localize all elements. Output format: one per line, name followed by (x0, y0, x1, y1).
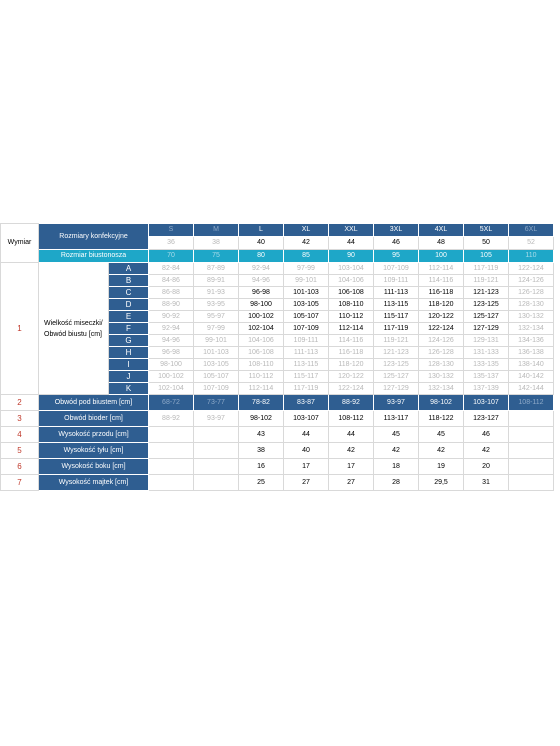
measure-number: 2 (1, 395, 39, 411)
bust-range-cell: 102-104 (149, 383, 194, 395)
eu-size-cell: 36 (149, 237, 194, 250)
bust-range-cell: 113-115 (284, 359, 329, 371)
measure-value-cell: 46 (464, 427, 509, 443)
bust-range-cell: 104-106 (239, 335, 284, 347)
eu-size-cell: 38 (194, 237, 239, 250)
wymiar-header: Wymiar (1, 224, 39, 263)
size-letter-header: 3XL (374, 224, 419, 237)
measure-number: 5 (1, 443, 39, 459)
eu-size-cell: 40 (239, 237, 284, 250)
bust-range-cell: 125-127 (374, 371, 419, 383)
bust-range-cell: 137-139 (464, 383, 509, 395)
eu-size-cell: 52 (509, 237, 554, 250)
bust-range-cell: 109-111 (374, 275, 419, 287)
measure-value-cell: 43 (239, 427, 284, 443)
cup-letter: D (109, 299, 149, 311)
bust-range-cell: 120-122 (419, 311, 464, 323)
bust-range-cell: 107-109 (284, 323, 329, 335)
bust-range-cell: 106-108 (329, 287, 374, 299)
bra-size-cell: 85 (284, 250, 329, 263)
measure-value-cell (509, 427, 554, 443)
cup-measure-label (39, 263, 109, 395)
measure-value-cell (509, 443, 554, 459)
bust-range-cell: 100-102 (239, 311, 284, 323)
measure-value-cell: 18 (374, 459, 419, 475)
bust-range-cell: 116-118 (329, 347, 374, 359)
label-line-2: Obwód biustu [cm] (44, 330, 102, 338)
bust-range-cell: 130-132 (509, 311, 554, 323)
measure-label: Obwód bioder [cm] (39, 411, 149, 427)
bust-range-cell: 112-114 (239, 383, 284, 395)
measure-value-cell: 42 (329, 443, 374, 459)
measure-value-cell: 103-107 (284, 411, 329, 427)
bust-range-cell: 98-100 (239, 299, 284, 311)
measure-value-cell (149, 459, 194, 475)
bra-size-cell: 105 (464, 250, 509, 263)
measure-value-cell: 93-97 (194, 411, 239, 427)
eu-size-cell: 48 (419, 237, 464, 250)
bust-range-cell: 114-116 (329, 335, 374, 347)
cup-letter: A (109, 263, 149, 275)
bust-range-cell: 140-142 (509, 371, 554, 383)
measure-value-cell: 17 (329, 459, 374, 475)
measure-value-cell: 68-72 (149, 395, 194, 411)
eu-size-cell: 42 (284, 237, 329, 250)
bust-range-cell: 133-135 (464, 359, 509, 371)
bust-range-cell: 92-94 (149, 323, 194, 335)
measure-value-cell: 93-97 (374, 395, 419, 411)
bust-range-cell: 121-123 (374, 347, 419, 359)
bust-range-cell: 131-133 (464, 347, 509, 359)
bust-range-cell: 122-124 (419, 323, 464, 335)
bust-range-cell: 125-127 (464, 311, 509, 323)
bust-range-cell: 112-114 (329, 323, 374, 335)
bust-range-cell: 122-124 (509, 263, 554, 275)
bust-range-cell: 104-106 (329, 275, 374, 287)
bust-range-cell: 103-104 (329, 263, 374, 275)
cup-letter: J (109, 371, 149, 383)
measure-value-cell (509, 459, 554, 475)
bust-range-cell: 94-96 (239, 275, 284, 287)
measure-value-cell: 42 (464, 443, 509, 459)
bust-range-cell: 112-114 (419, 263, 464, 275)
bust-range-cell: 103-105 (194, 359, 239, 371)
measure-value-cell (194, 459, 239, 475)
bra-size-cell: 80 (239, 250, 284, 263)
bust-range-cell: 126-128 (419, 347, 464, 359)
bust-range-cell: 132-134 (419, 383, 464, 395)
measure-value-cell: 38 (239, 443, 284, 459)
bra-size-cell: 75 (194, 250, 239, 263)
measure-label: Obwód pod biustem [cm] (39, 395, 149, 411)
measure-value-cell: 16 (239, 459, 284, 475)
size-letter-header: XL (284, 224, 329, 237)
measure-value-cell: 40 (284, 443, 329, 459)
bust-range-cell: 93-95 (194, 299, 239, 311)
bust-range-cell: 99-101 (194, 335, 239, 347)
bust-range-cell: 108-110 (239, 359, 284, 371)
bust-range-cell: 132-134 (509, 323, 554, 335)
bust-range-cell: 110-112 (329, 311, 374, 323)
bust-range-cell: 130-132 (419, 371, 464, 383)
measure-value-cell: 27 (284, 475, 329, 491)
bust-range-cell: 113-115 (374, 299, 419, 311)
bust-range-cell: 97-99 (284, 263, 329, 275)
measure-number: 4 (1, 427, 39, 443)
measure-value-cell (194, 443, 239, 459)
size-letter-header: L (239, 224, 284, 237)
measure-value-cell: 27 (329, 475, 374, 491)
measure-value-cell (194, 427, 239, 443)
bust-range-cell: 90-92 (149, 311, 194, 323)
bust-range-cell: 105-107 (284, 311, 329, 323)
rozmiar-biustonosza-header: Rozmiar biustonosza (39, 250, 149, 263)
measure-value-cell (149, 443, 194, 459)
measure-number: 7 (1, 475, 39, 491)
bust-range-cell: 120-122 (329, 371, 374, 383)
bust-range-cell: 88-90 (149, 299, 194, 311)
measure-value-cell: 118-122 (419, 411, 464, 427)
bust-range-cell: 95-97 (194, 311, 239, 323)
measure-number: 1 (1, 263, 39, 395)
measure-number: 6 (1, 459, 39, 475)
bust-range-cell: 86-88 (149, 287, 194, 299)
eu-size-cell: 46 (374, 237, 419, 250)
bust-range-cell: 96-98 (149, 347, 194, 359)
measure-value-cell (149, 427, 194, 443)
size-letter-header: XXL (329, 224, 374, 237)
bust-range-cell: 118-120 (329, 359, 374, 371)
size-letter-header: 5XL (464, 224, 509, 237)
measure-value-cell: 78-82 (239, 395, 284, 411)
bust-range-cell: 122-124 (329, 383, 374, 395)
bust-range-cell: 126-128 (509, 287, 554, 299)
bust-range-cell: 129-131 (464, 335, 509, 347)
measure-value-cell: 44 (329, 427, 374, 443)
measure-value-cell (194, 475, 239, 491)
bust-range-cell: 91-93 (194, 287, 239, 299)
bust-range-cell: 106-108 (239, 347, 284, 359)
eu-size-cell: 44 (329, 237, 374, 250)
cup-letter: E (109, 311, 149, 323)
bra-size-cell: 110 (509, 250, 554, 263)
bust-range-cell: 115-117 (374, 311, 419, 323)
measure-value-cell: 98-102 (239, 411, 284, 427)
bust-range-cell: 111-113 (284, 347, 329, 359)
cup-letter: F (109, 323, 149, 335)
bra-size-cell: 100 (419, 250, 464, 263)
bust-range-cell: 117-119 (464, 263, 509, 275)
bust-range-cell: 136-138 (509, 347, 554, 359)
bra-size-cell: 90 (329, 250, 374, 263)
eu-size-cell: 50 (464, 237, 509, 250)
rozmiary-konfekcyjne-header: Rozmiary konfekcyjne (39, 224, 149, 250)
size-letter-header: S (149, 224, 194, 237)
bust-range-cell: 92-94 (239, 263, 284, 275)
bust-range-cell: 111-113 (374, 287, 419, 299)
bust-range-cell: 98-100 (149, 359, 194, 371)
bust-range-cell: 101-103 (284, 287, 329, 299)
measure-value-cell: 44 (284, 427, 329, 443)
measure-value-cell: 108-112 (509, 395, 554, 411)
measure-value-cell (509, 475, 554, 491)
bust-range-cell: 107-109 (194, 383, 239, 395)
size-letter-header: 6XL (509, 224, 554, 237)
bust-range-cell: 124-126 (509, 275, 554, 287)
measure-value-cell: 83-87 (284, 395, 329, 411)
bust-range-cell: 127-129 (374, 383, 419, 395)
measure-value-cell: 17 (284, 459, 329, 475)
measure-value-cell: 88-92 (329, 395, 374, 411)
measure-value-cell: 45 (374, 427, 419, 443)
measure-value-cell: 29,5 (419, 475, 464, 491)
cup-letter: K (109, 383, 149, 395)
bust-range-cell: 119-121 (374, 335, 419, 347)
measure-value-cell: 42 (419, 443, 464, 459)
measure-value-cell: 25 (239, 475, 284, 491)
measure-value-cell: 88-92 (149, 411, 194, 427)
bust-range-cell: 97-99 (194, 323, 239, 335)
measure-value-cell: 28 (374, 475, 419, 491)
cup-letter: C (109, 287, 149, 299)
bust-range-cell: 117-119 (374, 323, 419, 335)
size-letter-header: M (194, 224, 239, 237)
measure-value-cell: 73-77 (194, 395, 239, 411)
bust-range-cell: 128-130 (509, 299, 554, 311)
bust-range-cell: 96-98 (239, 287, 284, 299)
bust-range-cell: 138-140 (509, 359, 554, 371)
bust-range-cell: 115-117 (284, 371, 329, 383)
measure-value-cell: 42 (374, 443, 419, 459)
bust-range-cell: 84-86 (149, 275, 194, 287)
bust-range-cell: 118-120 (419, 299, 464, 311)
bust-range-cell: 114-116 (419, 275, 464, 287)
bra-size-cell: 70 (149, 250, 194, 263)
bust-range-cell: 109-111 (284, 335, 329, 347)
bust-range-cell: 107-109 (374, 263, 419, 275)
bust-range-cell: 124-126 (419, 335, 464, 347)
cup-letter: G (109, 335, 149, 347)
cup-letter: H (109, 347, 149, 359)
bust-range-cell: 123-125 (464, 299, 509, 311)
bust-range-cell: 82-84 (149, 263, 194, 275)
measure-value-cell: 123-127 (464, 411, 509, 427)
bust-range-cell: 99-101 (284, 275, 329, 287)
measure-value-cell: 108-112 (329, 411, 374, 427)
measure-label: Wysokość tyłu [cm] (39, 443, 149, 459)
cup-letter: I (109, 359, 149, 371)
bust-range-cell: 134-136 (509, 335, 554, 347)
measure-value-cell: 113-117 (374, 411, 419, 427)
bust-range-cell: 94-96 (149, 335, 194, 347)
bust-range-cell: 110-112 (239, 371, 284, 383)
bust-range-cell: 105-107 (194, 371, 239, 383)
measure-label: Wysokość majtek [cm] (39, 475, 149, 491)
measure-value-cell: 20 (464, 459, 509, 475)
bust-range-cell: 128-130 (419, 359, 464, 371)
measure-value-cell: 103-107 (464, 395, 509, 411)
measure-label: Wysokość boku [cm] (39, 459, 149, 475)
bust-range-cell: 117-119 (284, 383, 329, 395)
bra-size-cell: 95 (374, 250, 419, 263)
bust-range-cell: 100-102 (149, 371, 194, 383)
measure-value-cell: 31 (464, 475, 509, 491)
bust-range-cell: 123-125 (374, 359, 419, 371)
measure-value-cell: 98-102 (419, 395, 464, 411)
measure-value-cell (509, 411, 554, 427)
bust-range-cell: 108-110 (329, 299, 374, 311)
bust-range-cell: 102-104 (239, 323, 284, 335)
bust-range-cell: 103-105 (284, 299, 329, 311)
bust-range-cell: 135-137 (464, 371, 509, 383)
measure-number: 3 (1, 411, 39, 427)
measure-value-cell: 45 (419, 427, 464, 443)
bust-range-cell: 87-89 (194, 263, 239, 275)
bust-range-cell: 127-129 (464, 323, 509, 335)
cup-letter: B (109, 275, 149, 287)
size-chart-table (0, 223, 554, 491)
bust-range-cell: 119-121 (464, 275, 509, 287)
size-letter-header: 4XL (419, 224, 464, 237)
bust-range-cell: 101-103 (194, 347, 239, 359)
bust-range-cell: 116-118 (419, 287, 464, 299)
measure-value-cell (149, 475, 194, 491)
measure-label: Wysokość przodu [cm] (39, 427, 149, 443)
label-line-1: Wielkość miseczki/ (44, 319, 103, 327)
measure-value-cell: 19 (419, 459, 464, 475)
bust-range-cell: 142-144 (509, 383, 554, 395)
bust-range-cell: 89-91 (194, 275, 239, 287)
bust-range-cell: 121-123 (464, 287, 509, 299)
